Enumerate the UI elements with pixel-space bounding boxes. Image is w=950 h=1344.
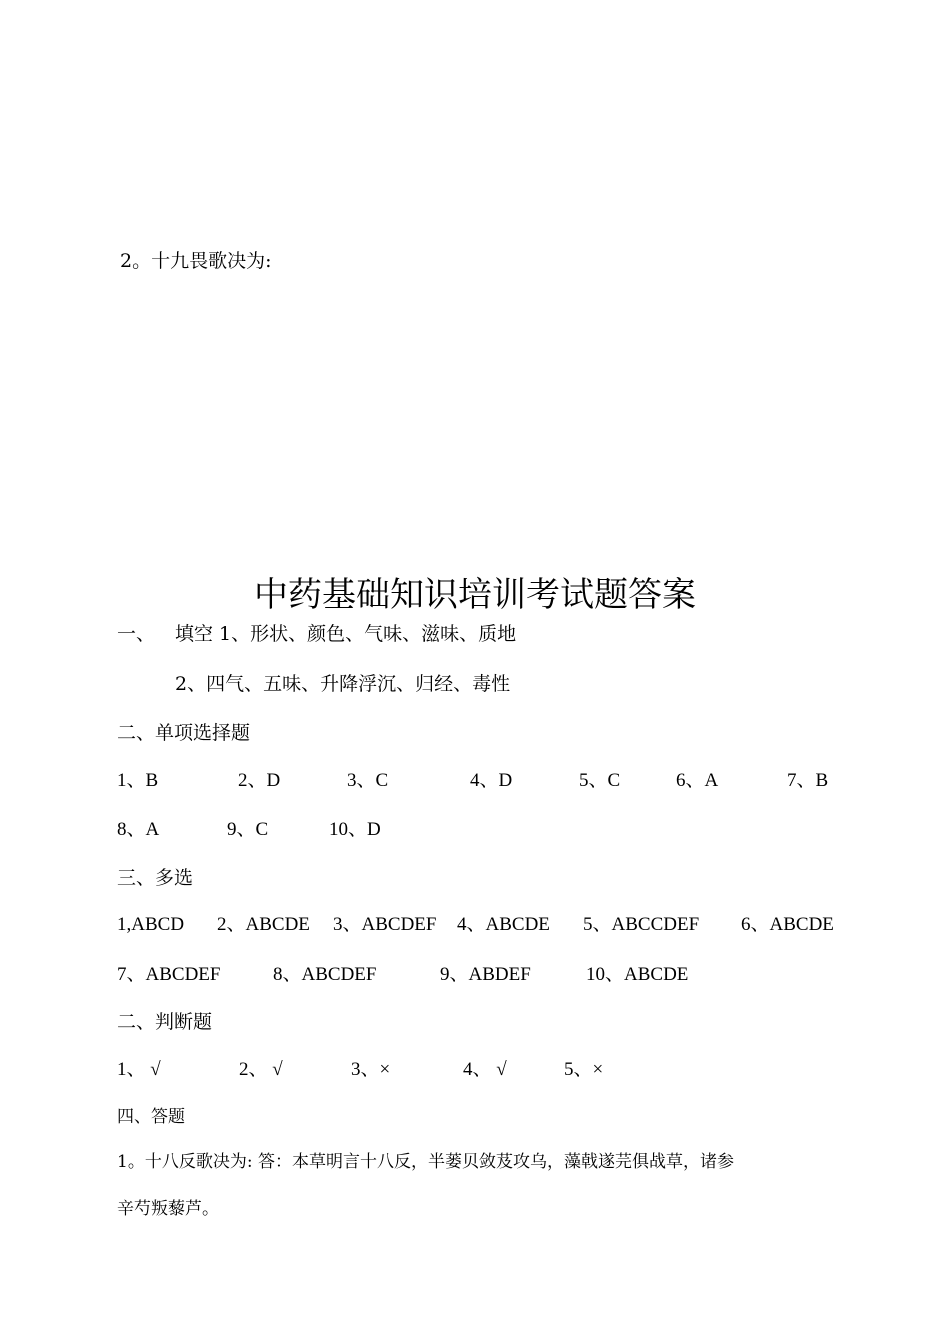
answer-item: 1,ABCD <box>117 914 185 935</box>
answer-item: 3、ABCDEF <box>333 914 437 935</box>
answer-item: 10、D <box>329 819 381 840</box>
section2-heading: 二、单项选择题 <box>117 722 251 744</box>
answer-item: 7、B <box>787 770 829 791</box>
answer-item: 2、D <box>238 770 281 791</box>
answer-item: 6、A <box>676 770 719 791</box>
answer-item: 7、ABCDEF <box>117 964 221 985</box>
answer-item: 5、C <box>579 770 621 791</box>
question-2-text: 2。十九畏歌决为: <box>120 250 272 272</box>
answer-item: 10、ABCDE <box>586 964 689 985</box>
answer-item: 1、B <box>117 770 159 791</box>
section1-line2: 2、四气、五味、升降浮沉、归经、毒性 <box>175 673 511 695</box>
answer-item: 1、 √ <box>117 1059 161 1080</box>
answer-item: 4、D <box>470 770 513 791</box>
section5-line1: 1。十八反歌决为: 答：本草明言十八反，半蒌贝敛芨攻乌，藻戟遂芫俱战草，诸参 <box>117 1152 734 1172</box>
answer-item: 6、ABCDE <box>741 914 834 935</box>
answer-item: 9、C <box>227 819 269 840</box>
section3-heading: 三、多选 <box>117 867 194 889</box>
answer-item: 5、ABCCDEF <box>583 914 700 935</box>
section1-prefix: 一、 <box>117 623 156 645</box>
answer-item: 2、ABCDE <box>217 914 310 935</box>
answer-item: 3、C <box>347 770 389 791</box>
answer-item: 2、 √ <box>239 1059 283 1080</box>
answer-item: 4、ABCDE <box>457 914 550 935</box>
answer-item: 5、× <box>564 1059 604 1080</box>
answer-item: 8、A <box>117 819 160 840</box>
answer-item: 4、 √ <box>463 1059 507 1080</box>
answer-item: 8、ABCDEF <box>273 964 377 985</box>
answer-item: 3、× <box>351 1059 391 1080</box>
section5-heading: 四、答题 <box>117 1107 185 1127</box>
section1-line1: 填空 1、形状、颜色、气味、滋味、质地 <box>175 623 517 645</box>
section4-heading: 二、判断题 <box>117 1011 213 1033</box>
section5-line2: 辛芍叛藜芦。 <box>117 1199 219 1219</box>
answer-title: 中药基础知识培训考试题答案 <box>254 575 696 615</box>
answer-item: 9、ABDEF <box>440 964 531 985</box>
